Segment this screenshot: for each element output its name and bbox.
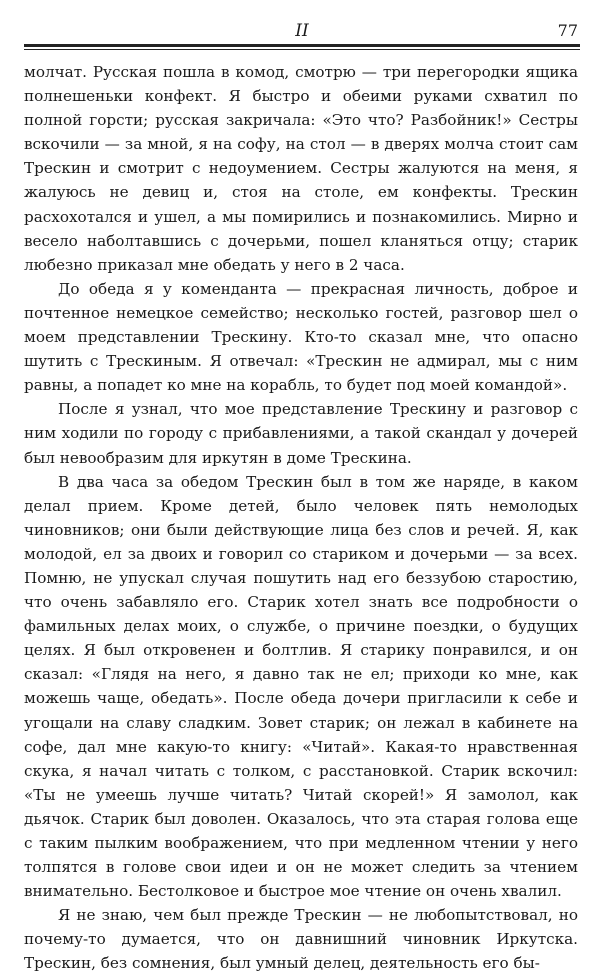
- header-rule-thick: [24, 44, 580, 47]
- body-text: [24, 60, 578, 976]
- paragraph: Я не знаю, чем был прежде Трескин — не любопытствовал, но почему-то думается, что он давнишний чиновник Иркутска. Трескин, без сомнения, был умный делец, деятельность его бы-: [24, 906, 578, 973]
- paragraph: До обеда я у коменданта — прекрасная личность, доброе и почтенное немецкое семейство; несколько гостей, разговор шел о моем представлении Трескину. Кто-то сказал мне, что опасно шутить с Трескиным. Я отвечал: «Трескин не адмирал, мы с ним равны, а попадет ко мне на корабль, то будет под моей командой».: [24, 279, 578, 395]
- paragraph: В два часа за обедом Трескин был в том же наряде, в каком делал прием. Кроме детей, было человек пять немолодых чиновников; они были действующие лица без слов и речей. Я, как молодой, ел за двоих и говорил со стариком и дочерьми — за всех. Помню, не упускал случая пошутить над его беззубою старостию, что очень забавляло его. Старик хотел знать все подробности о фамильных делах моих, о службе, о причине поездки, о будущих целях. Я был откровенен и болтлив. Я старику понравился, и он сказал: «Глядя на него, я давно так не ел; приходи ко мне, как можешь чаще, обедать». После обеда дочери пригласили к себе и угощали на славу сладким. Зовет старик; он лежал в кабинете на софе, дал мне какую-то книгу: «Читай». Какая-то нравственная скука, я начал читать с толком, с расстановкой. Старик вскочил: «Ты не умеешь лучше читать? Читай скорей!» Я замолол, как дьячок. Старик был доволен. Оказалось, что эта старая голова еще с таким пылким воображением, что при медленном чтении у него толпятся в голове свои идеи и он не может следить за чтением внимательно. Бестолковое и быстрое мое чтение он очень хвалил.: [24, 472, 578, 901]
- paragraph-continued: молчат. Русская пошла в комод, смотрю — три перегородки ящика полнешеньки конфект. Я быстро и обеими руками схватил по полной горсти; русская закричала: «Это что? Разбойник!» Сестры вскочили — за мной, я на софу, на стол — в дверях молча стоит сам Трескин и смотрит с недоумением. Сестры жалуются на меня, я жалуюсь не девиц и, стоя на столе, ем конфекты. Трескин расхохотался и ушел, а мы помирились и познакомились. Мирно и весело наболтавшись с дочерьми, пошел кланяться отцу; старик любезно приказал мне обедать у него в 2 часа.: [24, 63, 578, 274]
- header-rule-thin: [24, 49, 580, 50]
- section-number: II: [295, 21, 309, 41]
- paragraph: После я узнал, что мое представление Трескину и разговор с ним ходили по городу с прибавлениями, а такой скандал у дочерей был невообразим для иркутян в доме Трескина.: [24, 400, 578, 467]
- page-header: [24, 20, 580, 46]
- page-number: 77: [557, 21, 578, 40]
